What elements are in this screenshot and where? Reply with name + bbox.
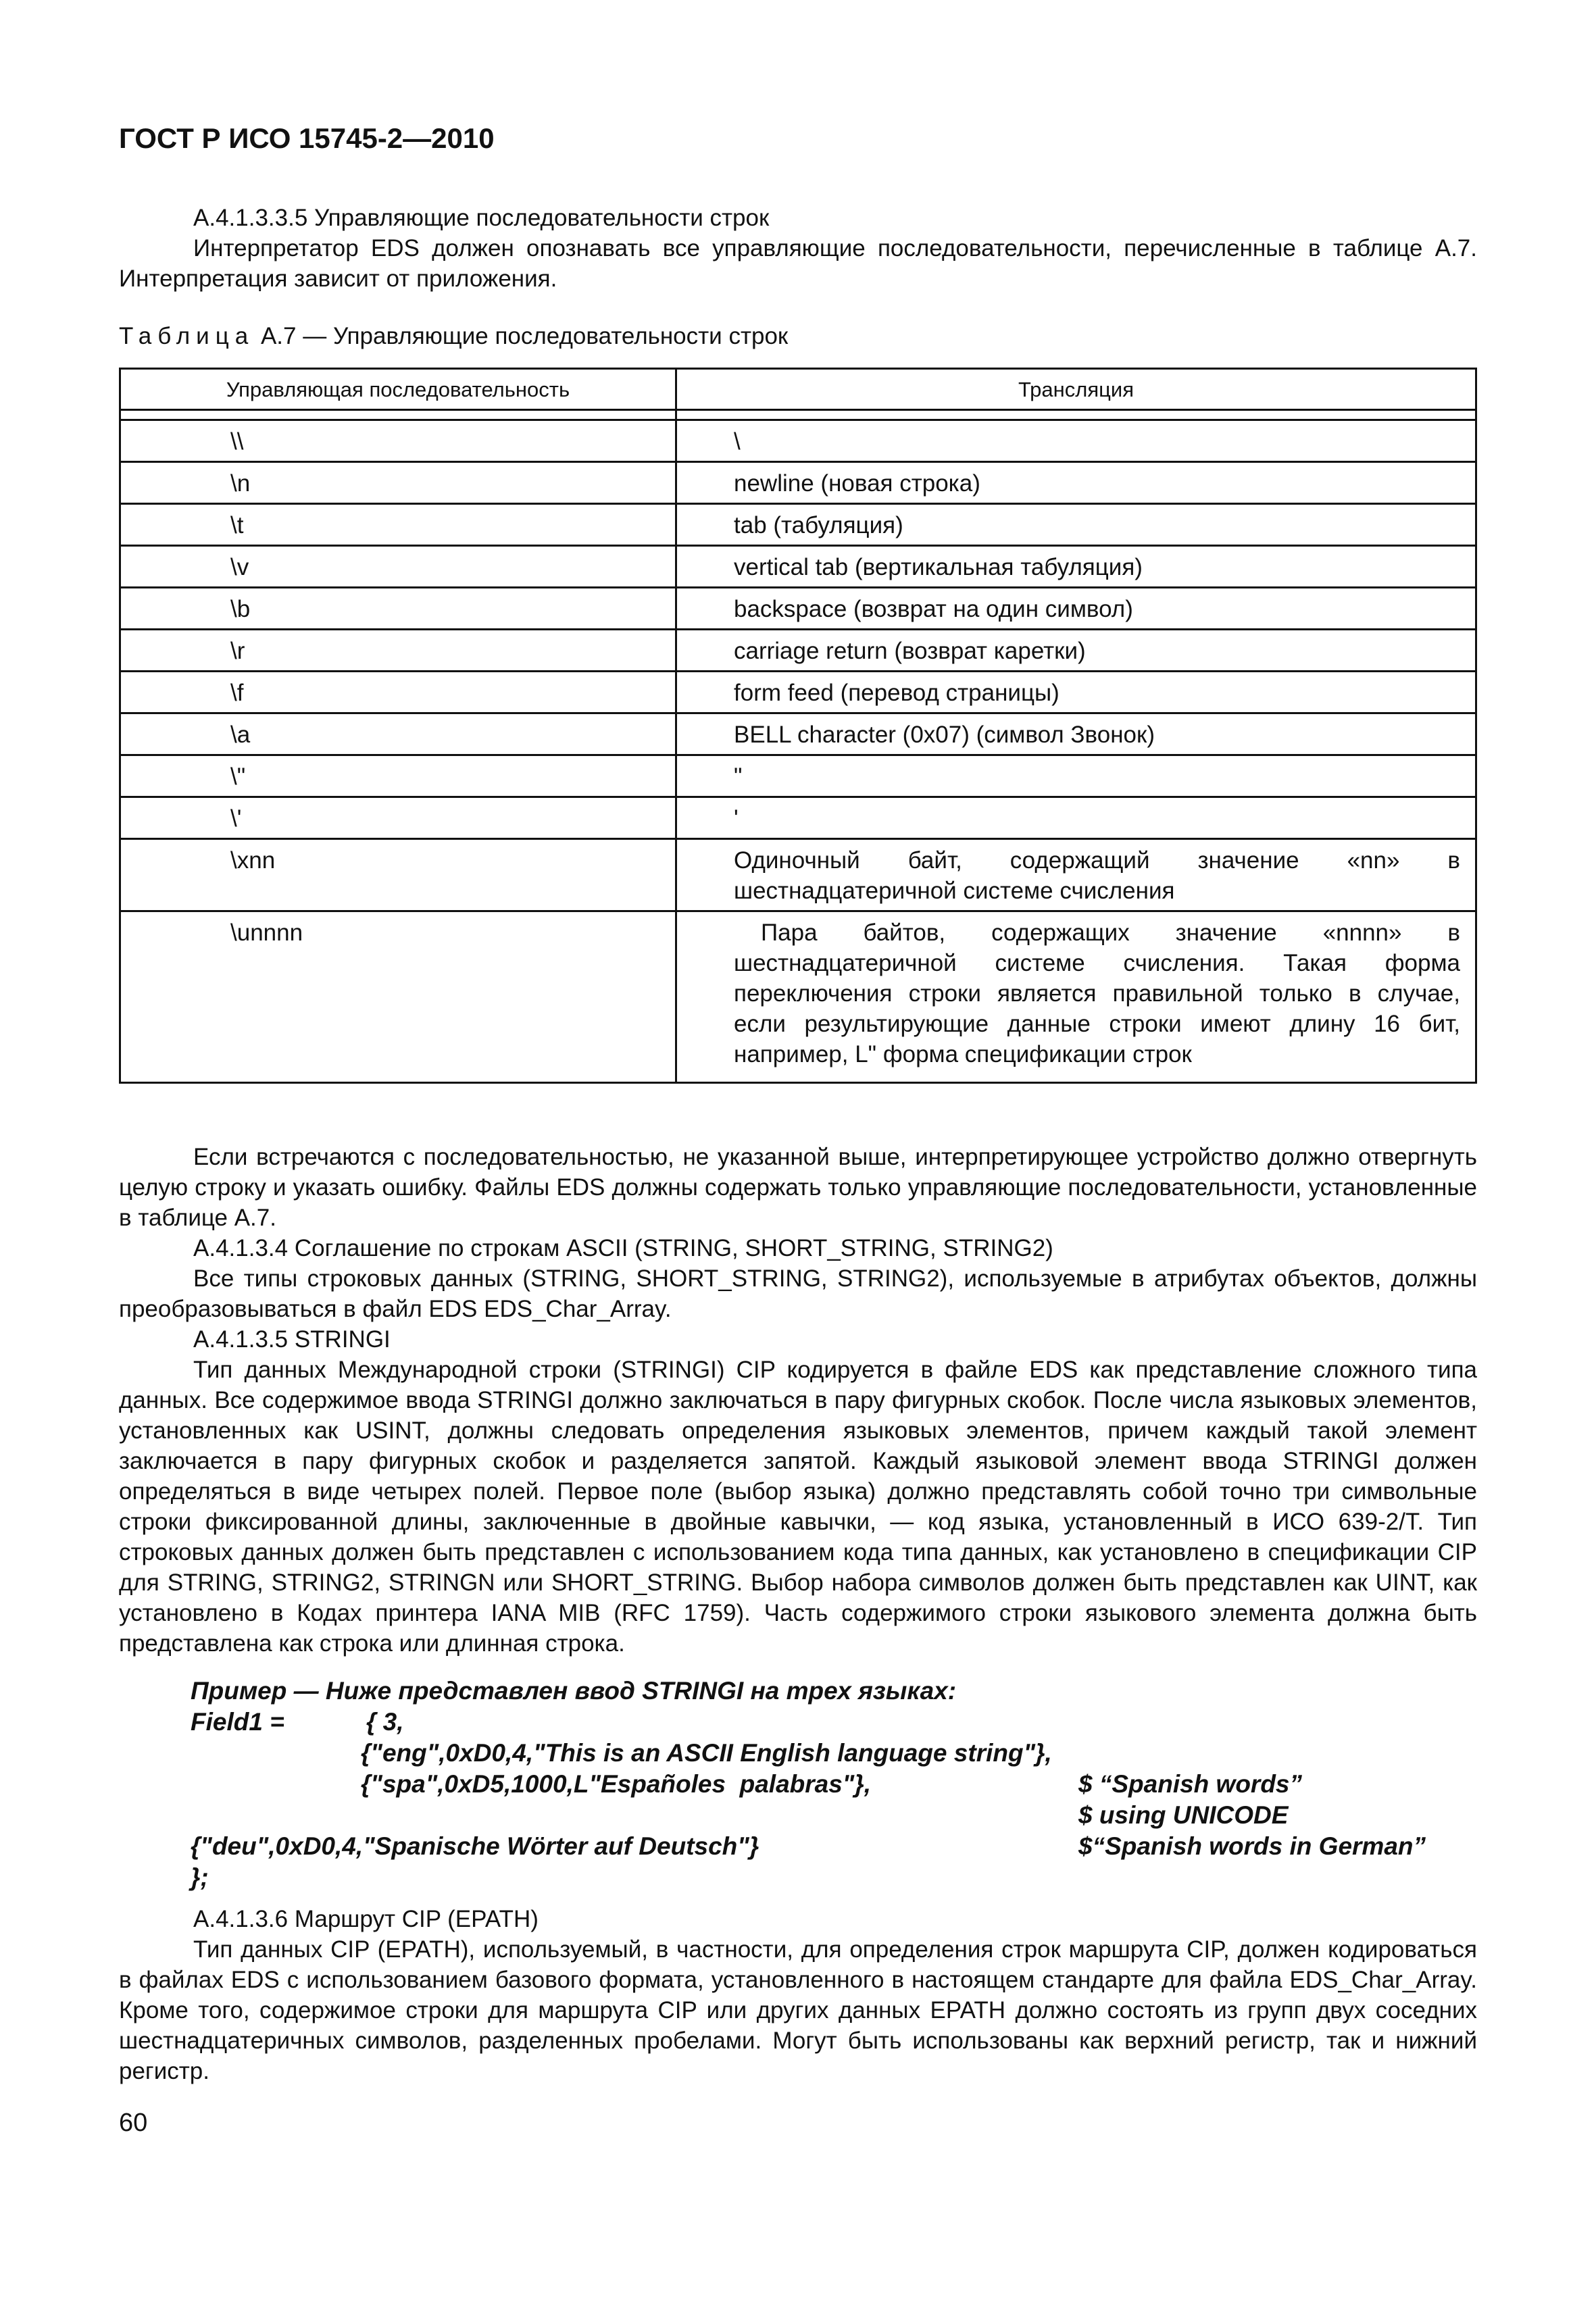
translation-cell: \ [676, 420, 1476, 462]
table-row [120, 911, 1476, 1083]
translation-text: Пара байтов, содержащих значение «nnnn» в шестнадцатеричной системе счисления. Такая форма переключения строки является правильной только в случае, если результирующие данные строки имеют длину 16 бит, например, L" форма спецификации строк [734, 920, 1460, 1067]
table-header-row [120, 369, 1476, 410]
table-caption-word: Таблица [119, 323, 255, 349]
example-open-brace: { 3, [366, 1708, 404, 1736]
body-paragraph: Тип данных Международной строки (STRINGI) CIP кодируется в файле EDS как представление сложного типа данных. Все содержимое ввода STRINGI должно заключаться в пару фигурных скобок. После числа языковых элементов, установленных как USINT, должны следовать определения языковых элементов, причем каждый такой элемент заключается в пару фигурных скобок и разделяется запятой. Каждый языковой элемент ввода STRINGI должен определяться в виде четырех полей. Первое поле (выбор языка) должно представлять собой точно три символьные строки фиксированной длины, заключенные в двойные кавычки, — код языка, установленный в ИСО 639-2/Т. Тип строковых данных должен быть представлен с использованием кода типа данных, как установлено в спецификации CIP для STRING, STRING2, STRINGN или SHORT_STRING. Выбор набора символов должен быть представлен как UINT, как установлено в Кодах принтера IANA MIB (RFC 1759). Часть содержимого строки языкового элемента должна быть представлена как строка или длинная строка. [119, 1357, 1477, 1657]
translation-cell: tab (табуляция) [676, 504, 1476, 546]
section-heading: А.4.1.3.4 Соглашение по строкам ASCII (STRING, SHORT_STRING, STRING2) [193, 1235, 1053, 1261]
intro-paragraph: Интерпретатор EDS должен опознавать все управляющие последовательности, перечисленные в таблице А.7. Интерпретация зависит от приложения. [119, 235, 1477, 292]
table-row [120, 546, 1476, 588]
page-number: 60 [119, 2109, 148, 2137]
section-heading: А.4.1.3.6 Маршрут CIP (EPATH) [193, 1906, 539, 1932]
translation-cell: form feed (перевод страницы) [676, 672, 1476, 713]
sequence-cell: \t [120, 504, 676, 546]
document-header: ГОСТ Р ИСО 15745-2—2010 [119, 122, 495, 154]
table-row [120, 672, 1476, 713]
translation-cell: newline (новая строка) [676, 462, 1476, 504]
translation-cell: carriage return (возврат каретки) [676, 630, 1476, 672]
sequence-cell: \xnn [120, 839, 676, 911]
translation-cell [676, 839, 1476, 911]
sequence-cell: \f [120, 672, 676, 713]
sequence-cell: \b [120, 588, 676, 630]
table-row [120, 630, 1476, 672]
table-row [120, 462, 1476, 504]
translation-cell: " [676, 755, 1476, 797]
sequence-cell: \v [120, 546, 676, 588]
body-paragraph: Тип данных CIP (EPATH), используемый, в частности, для определения строк маршрута CIP, должен кодироваться в файлах EDS с использованием базового формата, установленного в настоящем стандарте для файла EDS_Char_Array. Кроме того, содержимое строки для маршрута CIP или других данных EPATH должно состоять из групп двух соседних шестнадцатеричных символов, разделенных пробелами. Могут быть использованы как верхний регистр, так и нижний регистр. [119, 1936, 1477, 2084]
body-paragraph: Все типы строковых данных (STRING, SHORT_STRING, STRING2), используемые в атрибутах объектов, должны преобразовываться в файл EDS EDS_Char_Array. [119, 1265, 1477, 1322]
example-comment: $ using UNICODE [1078, 1801, 1289, 1829]
example-line-deu: {"deu",0xD0,4,"Spanische Wörter auf Deutsch"} [191, 1832, 759, 1860]
section-heading: А.4.1.3.5 STRINGI [193, 1326, 391, 1353]
column-header-sequence: Управляющая последовательность [120, 369, 676, 410]
translation-cell: vertical tab (вертикальная табуляция) [676, 546, 1476, 588]
sequence-cell: \unnnn [120, 911, 676, 1083]
example-title: Пример — Ниже представлен ввод STRINGI на трех языках: [191, 1677, 957, 1705]
table-row [120, 420, 1476, 462]
example-line-eng: {"eng",0xD0,4,"This is an ASCII English language string"}, [361, 1739, 1052, 1767]
table-spacer-row [120, 410, 1476, 420]
table-caption-title: А.7 — Управляющие последовательности строк [254, 323, 789, 349]
translation-text: Одиночный байт, содержащий значение «nn» в шестнадцатеричной системе счисления [734, 847, 1460, 904]
sequence-cell: \' [120, 797, 676, 839]
intro-section [119, 203, 1477, 294]
table-row [120, 588, 1476, 630]
table-row [120, 713, 1476, 755]
epath-section [119, 1904, 1477, 2086]
example-comment: $ “Spanish words” [1078, 1770, 1303, 1798]
body-section [119, 1142, 1477, 1659]
sequence-cell: \n [120, 462, 676, 504]
table-row [120, 839, 1476, 911]
example-comment: $“Spanish words in German” [1078, 1832, 1426, 1860]
example-line-spa: {"spa",0xD5,1000,L"Españoles palabras"}, [361, 1770, 872, 1798]
escape-sequence-table [119, 368, 1477, 1084]
column-header-translation: Трансляция [676, 369, 1476, 410]
sequence-cell: \r [120, 630, 676, 672]
table-row [120, 755, 1476, 797]
table-row [120, 797, 1476, 839]
section-heading: А.4.1.3.3.5 Управляющие последовательности строк [193, 205, 770, 231]
table-row [120, 504, 1476, 546]
translation-cell: BELL character (0x07) (символ Звонок) [676, 713, 1476, 755]
sequence-cell: \a [120, 713, 676, 755]
table-caption [119, 321, 788, 351]
sequence-cell: \\ [120, 420, 676, 462]
example-field-label: Field1 = [191, 1708, 284, 1736]
translation-cell [676, 911, 1476, 1083]
body-paragraph: Если встречаются с последовательностью, не указанной выше, интерпретирующее устройство должно отвергнуть целую строку и указать ошибку. Файлы EDS должны содержать только управляющие последовательности, установленные в таблице А.7. [119, 1144, 1477, 1231]
translation-cell: ' [676, 797, 1476, 839]
example-close-brace: }; [191, 1863, 209, 1891]
translation-cell: backspace (возврат на один символ) [676, 588, 1476, 630]
sequence-cell: \" [120, 755, 676, 797]
